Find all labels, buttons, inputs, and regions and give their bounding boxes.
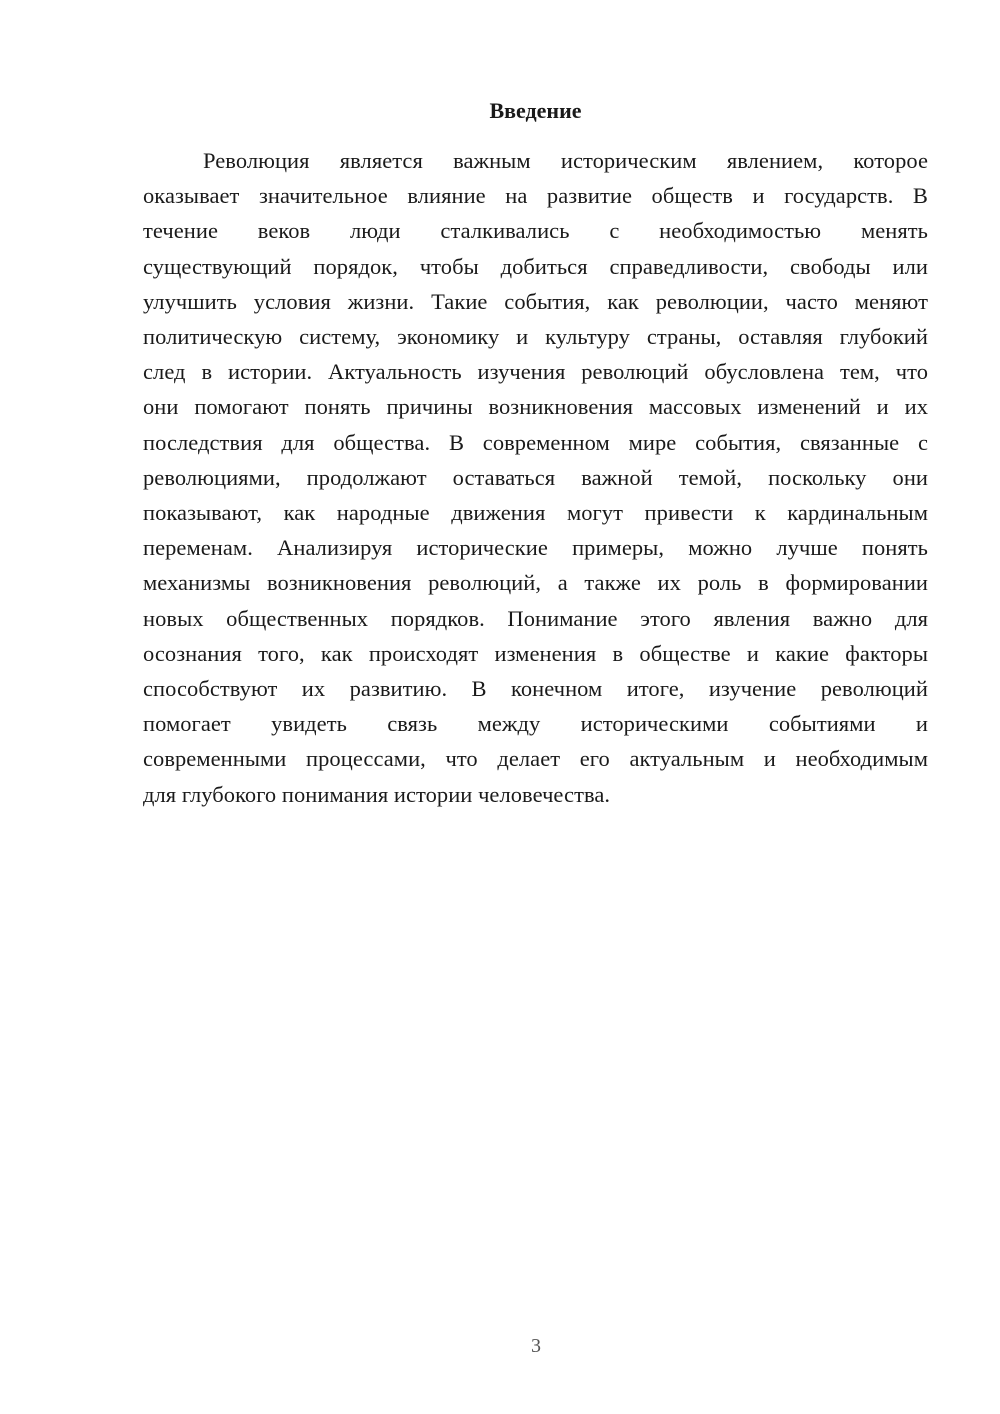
paragraph-line: последствия для общества. В современном мире события, связанные с [143, 429, 928, 455]
paragraph-line: след в истории. Актуальность изучения революций обусловлена тем, что [143, 359, 928, 385]
page-number: 3 [531, 1335, 541, 1357]
paragraph-line: Революция является важным историческим явлением, которое [203, 148, 928, 173]
paragraph-line: оказывает значительное влияние на развитие обществ и государств. В [143, 183, 928, 209]
section-heading: Введение [489, 98, 582, 123]
paragraph-line: политическую систему, экономику и культуру страны, оставляя глубокий [143, 324, 928, 350]
paragraph-line: новых общественных порядков. Понимание этого явления важно для [143, 605, 928, 631]
body-paragraph [143, 143, 928, 812]
paragraph-line: способствуют их развитию. В конечном итоге, изучение революций [143, 676, 928, 702]
paragraph-line: современными процессами, что делает его актуальным и необходимым [143, 746, 928, 772]
paragraph-line: они помогают понять причины возникновения массовых изменений и их [143, 394, 928, 420]
paragraph-line: переменам. Анализируя исторические примеры, можно лучше понять [143, 535, 928, 561]
paragraph-line: улучшить условия жизни. Такие события, как революции, часто меняют [143, 288, 928, 314]
paragraph-line: революциями, продолжают оставаться важной темой, поскольку они [143, 464, 928, 490]
paragraph-line: осознания того, как происходят изменения в обществе и какие факторы [143, 640, 928, 666]
paragraph-line: показывают, как народные движения могут привести к кардинальным [143, 500, 928, 526]
paragraph-line: помогает увидеть связь между историческими событиями и [143, 711, 928, 737]
paragraph-line: течение веков люди сталкивались с необходимостью менять [143, 218, 928, 244]
paragraph-line: существующий порядок, чтобы добиться справедливости, свободы или [143, 253, 928, 279]
paragraph-line: для глубокого понимания истории человечества. [143, 781, 611, 807]
paragraph-line: механизмы возникновения революций, а также их роль в формировании [143, 570, 928, 596]
